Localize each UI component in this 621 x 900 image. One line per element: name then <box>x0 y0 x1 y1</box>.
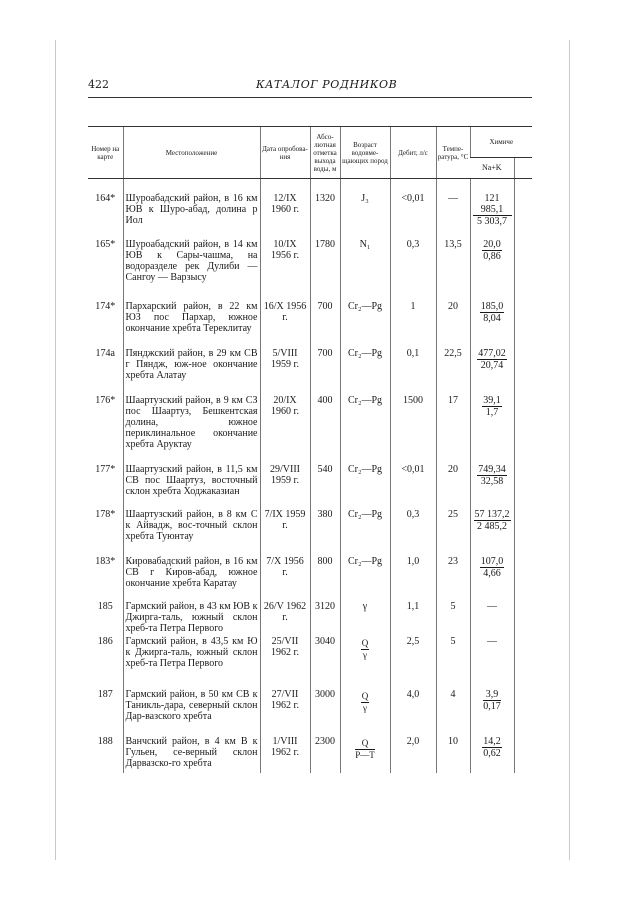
fraction-numerator: 121 985,1 <box>473 193 512 216</box>
fraction-numerator: 749,34 <box>478 464 506 475</box>
fraction <box>473 193 512 227</box>
cell-chem-next <box>514 385 532 454</box>
table-row <box>88 501 532 546</box>
cell-number: 177* <box>95 464 116 475</box>
cell-date: 1/VIII 1962 г. <box>260 726 310 773</box>
cell-flow: 1 <box>390 287 436 338</box>
cell-chem-next <box>514 338 532 385</box>
cell-location: Гармский район, в 43 км ЮВ к Джирга-таль, южный склон хреб-та Петра Первого <box>123 593 260 634</box>
cell-altitude: 3040 <box>310 634 340 677</box>
cell-flow: 1,0 <box>390 546 436 593</box>
cell-flow: 1500 <box>390 385 436 454</box>
cell-na-k: — <box>470 634 514 677</box>
running-title: КАТАЛОГ РОДНИКОВ <box>256 78 398 91</box>
cell-altitude: 1780 <box>310 231 340 287</box>
fraction-denominator: 20,74 <box>480 360 504 371</box>
header-flow: Дебит, л/с <box>390 127 436 179</box>
cell-location: Гармский район, в 50 км СВ к Таникль-дара, северный склон Дар-вазского хребта <box>123 677 260 726</box>
cell-date: 10/IX 1956 г. <box>260 231 310 287</box>
cell-na-k <box>470 179 514 232</box>
cell-na-k <box>470 231 514 287</box>
cell-temperature: 5 <box>436 593 470 634</box>
fraction-denominator: 5 303,7 <box>477 216 507 227</box>
cell-flow: 2,5 <box>390 634 436 677</box>
header-na-k: Na+K <box>470 158 514 179</box>
fraction <box>477 464 507 487</box>
cell-chem-next <box>514 677 532 726</box>
cell-age: J₃ <box>340 179 390 232</box>
table-row <box>88 546 532 593</box>
fraction <box>482 239 502 262</box>
cell-na-k <box>470 454 514 501</box>
cell-temperature: 25 <box>436 501 470 546</box>
fraction-numerator: 107,0 <box>480 556 504 567</box>
table-body <box>88 179 532 774</box>
cell-location: Гармский район, в 43,5 км Ю к Джирга-таль, южный склон хреб-та Петра Первого <box>123 634 260 677</box>
cell-temperature: 20 <box>436 287 470 338</box>
cell-location: Шуроабадский район, в 14 км ЮВ к Сары-чашма, на водоразделе рек Дулиби — Сангоу — Варзысу <box>123 231 260 287</box>
fraction <box>474 509 511 532</box>
cell-temperature: 23 <box>436 546 470 593</box>
header-rule <box>88 97 532 98</box>
table-row <box>88 634 532 677</box>
cell-number: 188 <box>97 736 113 747</box>
cell-na-k <box>470 677 514 726</box>
fraction-denominator: 32,58 <box>480 476 504 487</box>
cell-date: 7/IX 1959 г. <box>260 501 310 546</box>
cell-date: 12/IX 1960 г. <box>260 179 310 232</box>
cell-age <box>340 677 390 726</box>
cell-number: 174а <box>95 348 115 359</box>
cell-date: 20/IX 1960 г. <box>260 385 310 454</box>
fraction-denominator: 8,04 <box>483 313 501 324</box>
cell-date: 29/VIII 1959 г. <box>260 454 310 501</box>
cell-na-k <box>470 726 514 773</box>
fraction-numerator: 477,02 <box>478 348 506 359</box>
cell-flow: 0,3 <box>390 231 436 287</box>
cell-altitude: 1320 <box>310 179 340 232</box>
cell-age: Cr₂—Pg <box>340 546 390 593</box>
cell-altitude: 3000 <box>310 677 340 726</box>
header-location: Местоположение <box>123 127 260 179</box>
cell-chem-next <box>514 634 532 677</box>
cell-chem-next <box>514 726 532 773</box>
fraction-numerator: 14,2 <box>483 736 501 747</box>
cell-temperature: 5 <box>436 634 470 677</box>
cell-number: 185 <box>97 601 113 612</box>
header-number: Номер на карте <box>88 127 123 179</box>
cell-altitude: 3120 <box>310 593 340 634</box>
cell-date: 7/X 1956 г. <box>260 546 310 593</box>
fraction <box>482 395 502 418</box>
fraction-numerator: 57 137,2 <box>474 509 510 520</box>
cell-flow: 4,0 <box>390 677 436 726</box>
cell-age <box>340 726 390 773</box>
cell-flow: 0,1 <box>390 338 436 385</box>
cell-chem-next <box>514 501 532 546</box>
cell-chem-next <box>514 287 532 338</box>
cell-age <box>340 634 390 677</box>
cell-number: 183* <box>95 556 116 567</box>
cell-chem-next <box>514 179 532 232</box>
cell-na-k <box>470 287 514 338</box>
fraction-denominator: 4,66 <box>483 568 501 579</box>
cell-location: Ванчский район, в 4 км В к Гульен, се-верный склон Дарвазско-го хребта <box>123 726 260 773</box>
fraction <box>482 736 502 759</box>
fraction-denominator: 0,62 <box>483 748 501 759</box>
cell-location: Шаартузский район, в 8 км С к Айвадж, вос-точный склон хребта Туюнтау <box>123 501 260 546</box>
header-age: Возраст водовме-щающих пород <box>340 127 390 179</box>
cell-date: 25/VII 1962 г. <box>260 634 310 677</box>
cell-location: Пянджский район, в 29 км СВ г Пяндж, юж-ное окончание хребта Алатау <box>123 338 260 385</box>
fraction-numerator: Q <box>355 738 375 750</box>
fraction-numerator: 3,9 <box>483 689 501 701</box>
cell-age: N₁ <box>340 231 390 287</box>
cell-altitude: 2300 <box>310 726 340 773</box>
cell-na-k: — <box>470 593 514 634</box>
cell-altitude: 700 <box>310 338 340 385</box>
table-row <box>88 231 532 287</box>
cell-age: Cr₂—Pg <box>340 287 390 338</box>
fraction-denominator: 0,17 <box>483 701 501 712</box>
cell-flow: 1,1 <box>390 593 436 634</box>
cell-age: Cr₂—Pg <box>340 338 390 385</box>
cell-na-k <box>470 546 514 593</box>
cell-location: Шаартузский район, в 9 км СЗ пос Шаартуз, Бешкентская долина, южное периклинальное окончание хребта Аруктау <box>123 385 260 454</box>
fraction-denominator: P—T <box>355 750 375 760</box>
cell-chem-next <box>514 454 532 501</box>
cell-altitude: 540 <box>310 454 340 501</box>
cell-number: 186 <box>97 636 113 647</box>
table-row <box>88 726 532 773</box>
table-row <box>88 179 532 232</box>
fraction-numerator: 20,0 <box>483 239 501 250</box>
header-date: Дата опробова-ния <box>260 127 310 179</box>
header-chemistry: Химиче <box>470 127 532 158</box>
cell-flow: 2,0 <box>390 726 436 773</box>
cell-location: Кировабадский район, в 16 км СВ г Киров-абад, южное окончание хребта Каратау <box>123 546 260 593</box>
fraction-denominator: 2 485,2 <box>477 521 507 532</box>
fraction <box>483 689 501 712</box>
cell-temperature: 13,5 <box>436 231 470 287</box>
table-row <box>88 338 532 385</box>
page-edge-right <box>569 40 570 860</box>
cell-number: 187 <box>97 689 113 700</box>
cell-chem-next <box>514 231 532 287</box>
springs-table <box>88 126 532 773</box>
table-row <box>88 677 532 726</box>
fraction-numerator: 39,1 <box>483 395 501 406</box>
cell-na-k <box>470 338 514 385</box>
cell-age: γ <box>340 593 390 634</box>
cell-temperature: — <box>436 179 470 232</box>
fraction-numerator: Q <box>361 638 369 648</box>
cell-location: Шаартузский район, в 11,5 км СВ пос Шаартуз, восточный склон хребта Ходжаказиан <box>123 454 260 501</box>
page-number: 422 <box>88 78 109 91</box>
cell-na-k <box>470 501 514 546</box>
cell-chem-next <box>514 593 532 634</box>
fraction-numerator: Q <box>361 691 369 701</box>
cell-location: Шуроабадский район, в 16 км ЮВ к Шуро-абад, долина р Иол <box>123 179 260 232</box>
cell-date: 26/V 1962 г. <box>260 593 310 634</box>
cell-na-k <box>470 385 514 454</box>
cell-flow: <0,01 <box>390 179 436 232</box>
fraction <box>477 348 507 371</box>
cell-date: 16/X 1956 г. <box>260 287 310 338</box>
cell-temperature: 22,5 <box>436 338 470 385</box>
fraction-denominator: 0,86 <box>483 251 501 262</box>
cell-temperature: 17 <box>436 385 470 454</box>
fraction <box>480 556 505 579</box>
table-row <box>88 385 532 454</box>
fraction-denominator: γ <box>363 650 367 660</box>
page-header <box>88 78 543 94</box>
cell-date: 5/VIII 1959 г. <box>260 338 310 385</box>
header-chem-next <box>514 158 532 179</box>
cell-number: 176* <box>95 395 116 406</box>
fraction-numerator: 185,0 <box>480 301 504 312</box>
fraction-denominator: γ <box>363 703 367 713</box>
cell-date: 27/VII 1962 г. <box>260 677 310 726</box>
table-row <box>88 454 532 501</box>
header-temperature: Темпе-ратура, °С <box>436 127 470 179</box>
table-row <box>88 287 532 338</box>
cell-altitude: 800 <box>310 546 340 593</box>
cell-altitude: 400 <box>310 385 340 454</box>
cell-temperature: 4 <box>436 677 470 726</box>
page-edge-left <box>55 40 56 860</box>
fraction <box>355 738 375 761</box>
cell-age: Cr₂—Pg <box>340 385 390 454</box>
cell-temperature: 20 <box>436 454 470 501</box>
cell-flow: 0,3 <box>390 501 436 546</box>
cell-temperature: 10 <box>436 726 470 773</box>
fraction-denominator: 1,7 <box>485 407 499 418</box>
cell-number: 164* <box>95 193 116 204</box>
table-row <box>88 593 532 634</box>
cell-age: Cr₂—Pg <box>340 501 390 546</box>
cell-location: Пархарский район, в 22 км ЮЗ пос Пархар, южное окончание хребта Тереклитау <box>123 287 260 338</box>
fraction <box>361 638 370 661</box>
fraction <box>480 301 505 324</box>
cell-chem-next <box>514 546 532 593</box>
header-altitude: Абсо-лютная отметка выхода воды, м <box>310 127 340 179</box>
cell-number: 178* <box>95 509 116 520</box>
cell-number: 174* <box>95 301 116 312</box>
cell-number: 165* <box>95 239 116 250</box>
cell-age: Cr₂—Pg <box>340 454 390 501</box>
cell-altitude: 700 <box>310 287 340 338</box>
fraction <box>361 691 370 714</box>
cell-altitude: 380 <box>310 501 340 546</box>
cell-flow: <0,01 <box>390 454 436 501</box>
